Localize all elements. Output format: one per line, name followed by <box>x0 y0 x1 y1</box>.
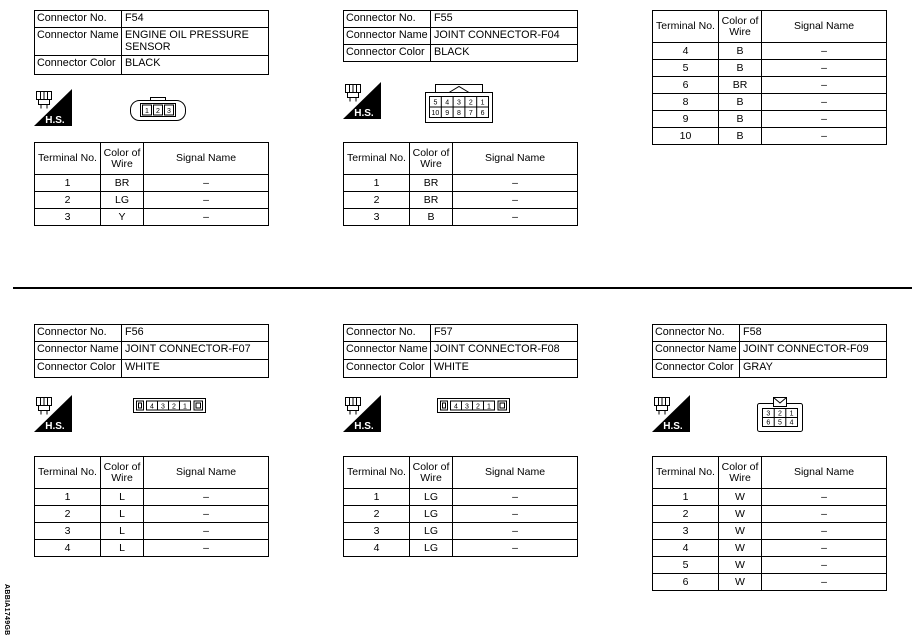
signal-name-cell: – <box>762 489 887 506</box>
terminal-no-cell: 5 <box>653 60 719 77</box>
connector-color-label: Connector Color <box>344 360 431 378</box>
figure-id: ABBIA1749GB <box>3 584 10 636</box>
terminal-no-cell: 4 <box>653 43 719 60</box>
connector-info-table-f57 <box>343 324 578 378</box>
signal-name-cell: – <box>762 94 887 111</box>
pin-label: 3 <box>457 99 461 107</box>
connector-info-table-f55 <box>343 10 578 62</box>
terminal-no-cell: 2 <box>35 192 101 209</box>
wire-color-cell: W <box>719 489 762 506</box>
signal-name-header: Signal Name <box>144 457 269 489</box>
signal-name-header: Signal Name <box>762 11 887 43</box>
terminal-no-header: Terminal No. <box>344 143 410 175</box>
terminal-no-header: Terminal No. <box>653 457 719 489</box>
wire-color-cell: BR <box>410 192 453 209</box>
wire-color-cell: BR <box>410 175 453 192</box>
connector-glyph-icon <box>37 92 52 109</box>
wire-color-cell: L <box>101 540 144 557</box>
terminal-no-cell: 3 <box>653 523 719 540</box>
connector-name-value: JOINT CONNECTOR-F08 <box>431 342 578 360</box>
signal-name-cell: – <box>144 523 269 540</box>
terminal-no-cell: 3 <box>344 209 410 226</box>
wire-color-cell: L <box>101 506 144 523</box>
connector-name-value: JOINT CONNECTOR-F09 <box>740 342 887 360</box>
connector-glyph-icon <box>655 398 670 415</box>
wire-color-cell: W <box>719 557 762 574</box>
wire-color-cell: B <box>719 43 762 60</box>
hs-label: H.S. <box>45 115 65 126</box>
terminal-no-cell: 6 <box>653 574 719 591</box>
connector-info-table-f58 <box>652 324 887 378</box>
wire-color-header: Color of Wire <box>719 457 762 489</box>
connector-info-table-f56 <box>34 324 269 378</box>
terminal-no-header: Terminal No. <box>653 11 719 43</box>
pin-label: 1 <box>789 410 794 418</box>
terminal-table-f56 <box>34 456 269 557</box>
pin-label: 3 <box>161 403 165 411</box>
connector-no-value: F58 <box>740 325 887 342</box>
pin-label: 10 <box>431 110 440 117</box>
terminal-no-cell: 3 <box>344 523 410 540</box>
harness-side-icon <box>343 395 381 432</box>
connector-color-value: BLACK <box>122 56 269 75</box>
connector-name-label: Connector Name <box>35 28 122 56</box>
signal-name-cell: – <box>453 506 578 523</box>
signal-name-cell: – <box>453 489 578 506</box>
connector-no-label: Connector No. <box>344 325 431 342</box>
wire-color-cell: LG <box>101 192 144 209</box>
signal-name-header: Signal Name <box>144 143 269 175</box>
terminal-no-header: Terminal No. <box>35 457 101 489</box>
signal-name-cell: – <box>453 175 578 192</box>
pin-label: 6 <box>480 110 485 117</box>
wire-color-header: Color of Wire <box>101 457 144 489</box>
wire-color-cell: B <box>719 111 762 128</box>
pin-label: 2 <box>156 107 160 115</box>
wire-color-cell: LG <box>410 489 453 506</box>
terminal-no-cell: 3 <box>35 523 101 540</box>
terminal-no-cell: 9 <box>653 111 719 128</box>
connector-no-label: Connector No. <box>344 11 431 28</box>
wire-color-cell: B <box>719 94 762 111</box>
hs-label: H.S. <box>663 421 683 432</box>
harness-side-icon <box>343 82 381 119</box>
pin-label: 4 <box>445 99 450 107</box>
pin-label: 2 <box>778 410 782 418</box>
wire-color-cell: W <box>719 574 762 591</box>
terminal-table-f58 <box>652 456 887 591</box>
pin-label: 4 <box>150 403 154 411</box>
wire-color-cell: B <box>719 128 762 145</box>
wire-color-header: Color of Wire <box>410 457 453 489</box>
pin-label: 9 <box>445 110 450 117</box>
connector-info-table-f54 <box>34 10 269 75</box>
connector-name-value: ENGINE OIL PRESSURE SENSOR <box>122 28 269 56</box>
wire-color-cell: LG <box>410 540 453 557</box>
terminal-no-cell: 1 <box>35 489 101 506</box>
wire-color-cell: LG <box>410 523 453 540</box>
terminal-no-cell: 2 <box>344 506 410 523</box>
signal-name-cell: – <box>144 506 269 523</box>
wire-color-cell: W <box>719 506 762 523</box>
terminal-table-f57 <box>343 456 578 557</box>
terminal-no-cell: 2 <box>344 192 410 209</box>
signal-name-cell: – <box>453 209 578 226</box>
signal-name-cell: – <box>762 523 887 540</box>
wire-color-header: Color of Wire <box>101 143 144 175</box>
connector-glyph-icon <box>37 398 52 415</box>
pin-label: 7 <box>468 110 473 117</box>
connector-name-label: Connector Name <box>344 342 431 360</box>
terminal-no-cell: 8 <box>653 94 719 111</box>
harness-side-icon <box>34 395 72 432</box>
terminal-no-cell: 1 <box>344 175 410 192</box>
connector-no-value: F55 <box>431 11 578 28</box>
connector-color-label: Connector Color <box>653 360 740 378</box>
connector-glyph-icon <box>346 398 361 415</box>
wire-color-cell: W <box>719 540 762 557</box>
signal-name-cell: – <box>144 489 269 506</box>
connector-no-value: F57 <box>431 325 578 342</box>
pin-label: 1 <box>145 107 149 115</box>
wire-color-cell: B <box>719 60 762 77</box>
pin-label: 1 <box>480 99 485 107</box>
connector-name-label: Connector Name <box>344 28 431 45</box>
pin-label: 1 <box>487 403 491 411</box>
connector-face-diagram-f57 <box>437 398 510 413</box>
wire-color-cell: L <box>101 489 144 506</box>
connector-face-diagram-f54 <box>130 96 186 121</box>
wire-color-cell: W <box>719 523 762 540</box>
hs-label: H.S. <box>354 421 374 432</box>
terminal-no-cell: 4 <box>653 540 719 557</box>
connector-color-value: BLACK <box>431 45 578 62</box>
terminal-no-cell: 2 <box>35 506 101 523</box>
connector-no-value: F56 <box>122 325 269 342</box>
signal-name-cell: – <box>762 111 887 128</box>
terminal-no-cell: 10 <box>653 128 719 145</box>
terminal-no-cell: 3 <box>35 209 101 226</box>
pin-label: 5 <box>433 99 438 107</box>
connector-housing <box>134 399 206 413</box>
terminal-no-cell: 4 <box>35 540 101 557</box>
pin-label: 4 <box>789 419 794 427</box>
pin-label: 3 <box>465 403 469 411</box>
signal-name-cell: – <box>762 60 887 77</box>
terminal-no-header: Terminal No. <box>35 143 101 175</box>
connector-name-label: Connector Name <box>653 342 740 360</box>
wire-color-cell: B <box>410 209 453 226</box>
terminal-no-header: Terminal No. <box>344 457 410 489</box>
connector-color-value: GRAY <box>740 360 887 378</box>
connector-face-diagram-f55 <box>425 82 493 123</box>
wire-color-cell: Y <box>101 209 144 226</box>
terminal-no-cell: 6 <box>653 77 719 94</box>
pin-label: 3 <box>167 107 171 115</box>
pin-label: 2 <box>468 99 473 107</box>
pin-label: 1 <box>183 403 187 411</box>
signal-name-header: Signal Name <box>453 457 578 489</box>
signal-name-cell: – <box>144 209 269 226</box>
connector-color-value: WHITE <box>431 360 578 378</box>
signal-name-cell: – <box>762 557 887 574</box>
signal-name-cell: – <box>762 540 887 557</box>
signal-name-cell: – <box>762 128 887 145</box>
terminal-no-cell: 1 <box>344 489 410 506</box>
connector-name-value: JOINT CONNECTOR-F07 <box>122 342 269 360</box>
connector-no-label: Connector No. <box>653 325 740 342</box>
connector-color-label: Connector Color <box>344 45 431 62</box>
connector-housing <box>438 399 510 413</box>
connector-name-value: JOINT CONNECTOR-F04 <box>431 28 578 45</box>
hs-label: H.S. <box>45 421 65 432</box>
connector-glyph-icon <box>346 85 361 102</box>
signal-name-cell: – <box>762 43 887 60</box>
connector-color-value: WHITE <box>122 360 269 378</box>
signal-name-cell: – <box>762 77 887 94</box>
harness-side-icon <box>34 89 72 126</box>
pin-label: 6 <box>766 419 771 427</box>
connector-no-label: Connector No. <box>35 325 122 342</box>
connector-color-label: Connector Color <box>35 360 122 378</box>
pin-label: 8 <box>457 110 461 117</box>
wire-color-header: Color of Wire <box>410 143 453 175</box>
signal-name-cell: – <box>762 574 887 591</box>
pin-label: 5 <box>778 419 782 427</box>
signal-name-cell: – <box>762 506 887 523</box>
connector-no-value: F54 <box>122 11 269 28</box>
terminal-no-cell: 4 <box>344 540 410 557</box>
connector-no-label: Connector No. <box>35 11 122 28</box>
wire-color-cell: LG <box>410 506 453 523</box>
connector-name-label: Connector Name <box>35 342 122 360</box>
signal-name-header: Signal Name <box>762 457 887 489</box>
hs-label: H.S. <box>354 108 374 119</box>
terminal-table-f55-continued <box>652 10 887 145</box>
wire-color-cell: BR <box>101 175 144 192</box>
signal-name-cell: – <box>144 540 269 557</box>
terminal-no-cell: 2 <box>653 506 719 523</box>
terminal-no-cell: 1 <box>35 175 101 192</box>
wire-color-header: Color of Wire <box>719 11 762 43</box>
signal-name-cell: – <box>144 175 269 192</box>
signal-name-cell: – <box>453 523 578 540</box>
connector-face-diagram-f58 <box>757 397 803 432</box>
pin-label: 3 <box>766 410 771 418</box>
signal-name-cell: – <box>453 192 578 209</box>
connector-color-label: Connector Color <box>35 56 122 75</box>
signal-name-cell: – <box>144 192 269 209</box>
terminal-no-cell: 5 <box>653 557 719 574</box>
signal-name-header: Signal Name <box>453 143 578 175</box>
pin-label: 2 <box>476 403 480 411</box>
terminal-no-cell: 1 <box>653 489 719 506</box>
connector-face-diagram-f56 <box>133 398 206 413</box>
wire-color-cell: BR <box>719 77 762 94</box>
pin-label: 4 <box>454 403 458 411</box>
terminal-table-f54 <box>34 142 269 226</box>
pin-label: 2 <box>172 403 176 411</box>
signal-name-cell: – <box>453 540 578 557</box>
section-divider <box>13 287 912 289</box>
wire-color-cell: L <box>101 523 144 540</box>
harness-side-icon <box>652 395 690 432</box>
terminal-table-f55 <box>343 142 578 226</box>
